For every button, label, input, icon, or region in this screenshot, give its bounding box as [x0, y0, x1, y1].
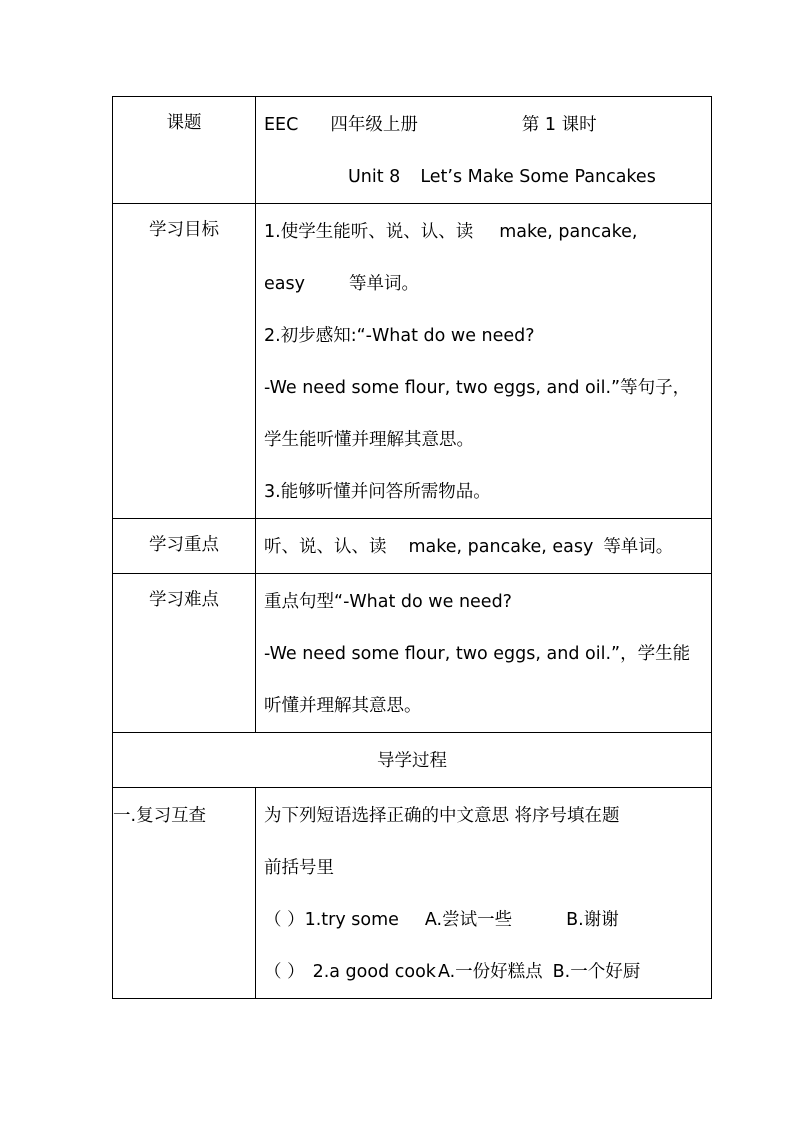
question-text: 1.try some [304, 910, 399, 930]
question-text: 2.a good cook [312, 962, 436, 982]
review-label: 一.复习互查 [113, 806, 207, 826]
answer-blank[interactable]: （ ） [264, 910, 305, 930]
row-difficulties [113, 574, 712, 733]
option-b: B.谢谢 [566, 910, 619, 930]
difficulty-line: 听懂并理解其意思。 [264, 696, 422, 716]
label-cell [113, 519, 256, 574]
option-b: B.一个好厨 [552, 962, 641, 982]
objective-line: 3.能够听懂并问答所需物品。 [264, 482, 491, 502]
objective-line [256, 258, 711, 310]
difficulties-label: 学习难点 [149, 590, 219, 610]
row-objectives [113, 204, 712, 519]
question-row [256, 946, 711, 998]
series-name: EEC [264, 115, 299, 135]
label-cell [113, 788, 256, 999]
unit-number: Unit 8 [348, 167, 401, 187]
review-instruction: 为下列短语选择正确的中文意思 将序号填在题 [264, 806, 620, 826]
key-points-text: 等单词。 [603, 537, 674, 557]
objective-text: 等单词。 [348, 274, 419, 294]
option-a: A.尝试一些 [424, 910, 513, 930]
period-text: 第 1 课时 [521, 115, 597, 135]
content-cell [256, 574, 712, 733]
content-cell [256, 788, 712, 999]
answer-blank[interactable]: （ ） [264, 962, 305, 982]
row-process-heading [113, 733, 712, 788]
difficulty-line: -We need some flour, two eggs, and oil.”，学生能 [264, 644, 691, 664]
process-heading: 导学过程 [377, 751, 447, 771]
heading-cell [113, 733, 712, 788]
objective-words: make, pancake, [499, 222, 638, 242]
unit-title: Let’s Make Some Pancakes [420, 167, 656, 187]
objective-words: easy [264, 274, 305, 294]
grade-text: 四年级上册 [330, 115, 418, 135]
key-points-text: 听、说、认、读 [264, 537, 387, 557]
content-cell [256, 204, 712, 519]
label-cell [113, 574, 256, 733]
topic-line-2 [256, 151, 711, 203]
difficulty-line: 重点句型“-What do we need? [264, 592, 512, 612]
label-cell [113, 97, 256, 204]
topic-line-1 [256, 97, 711, 151]
content-cell [256, 97, 712, 204]
row-key-points [113, 519, 712, 574]
content-cell [256, 519, 712, 574]
review-instruction: 前括号里 [264, 858, 334, 878]
question-row [256, 894, 711, 946]
row-review [113, 788, 712, 999]
key-points-label: 学习重点 [149, 535, 219, 555]
objective-text: 1.使学生能听、说、认、读 [264, 222, 474, 242]
row-topic [113, 97, 712, 204]
key-points-words: make, pancake, easy [408, 537, 594, 557]
key-points-line [256, 519, 711, 573]
objective-line: 学生能听懂并理解其意思。 [264, 430, 474, 450]
lesson-plan-table [112, 96, 712, 999]
objective-line: -We need some flour, two eggs, and oil.”等句子， [264, 378, 691, 398]
topic-label: 课题 [166, 113, 202, 133]
option-a: A.一份好糕点 [437, 962, 543, 982]
objective-line [256, 204, 711, 258]
objective-line: 2.初步感知:“-What do we need? [264, 326, 535, 346]
objectives-label: 学习目标 [149, 220, 219, 240]
label-cell [113, 204, 256, 519]
